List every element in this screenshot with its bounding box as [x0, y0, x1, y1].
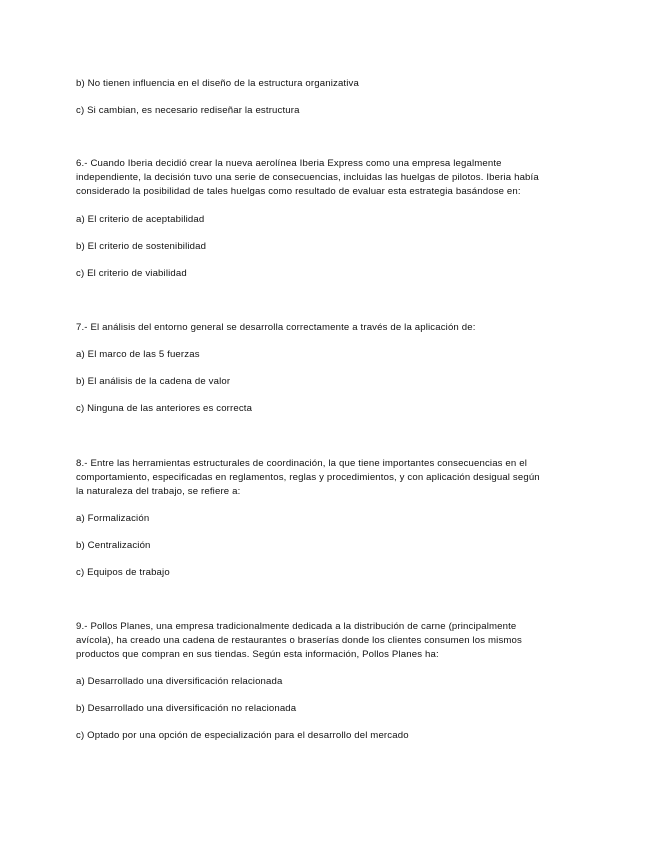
q6-option-b: b) El criterio de sostenibilidad	[76, 241, 207, 252]
q8-option-a: a) Formalización	[76, 513, 150, 524]
q9-stem-line-1: 9.- Pollos Planes, una empresa tradicionalmente dedicada a la distribución de carne (principalmente	[76, 621, 517, 632]
q8-stem-line-1: 8.- Entre las herramientas estructurales de coordinación, la que tiene importantes consecuencias en el	[76, 458, 527, 469]
q6-option-c: c) El criterio de viabilidad	[76, 268, 187, 279]
q8-stem-line-2: comportamiento, especificadas en reglamentos, reglas y procedimientos, y con aplicación desigual según	[76, 472, 540, 483]
q8-option-b: b) Centralización	[76, 540, 151, 551]
q9-stem-line-3: productos que compran en sus tiendas. Según esta información, Pollos Planes ha:	[76, 649, 439, 660]
q7-stem-line-1: 7.- El análisis del entorno general se desarrolla correctamente a través de la aplicación de:	[76, 322, 476, 333]
q5-option-c: c) Si cambian, es necesario rediseñar la estructura	[76, 105, 300, 116]
q9-stem-line-2: avícola), ha creado una cadena de restaurantes o braserías donde los clientes consumen los mismos	[76, 635, 522, 646]
q6-stem-line-1: 6.- Cuando Iberia decidió crear la nueva aerolínea Iberia Express como una empresa legalmente	[76, 158, 502, 169]
q8-stem-line-3: la naturaleza del trabajo, se refiere a:	[76, 486, 241, 497]
q7-option-a: a) El marco de las 5 fuerzas	[76, 349, 200, 360]
q7-option-b: b) El análisis de la cadena de valor	[76, 376, 231, 387]
q6-stem-line-2: independiente, la decisión tuvo una serie de consecuencias, incluidas las huelgas de pilotos. Iberia había	[76, 172, 539, 183]
q5-option-b: b) No tienen influencia en el diseño de la estructura organizativa	[76, 78, 359, 89]
q9-option-a: a) Desarrollado una diversificación relacionada	[76, 676, 283, 687]
q9-option-b: b) Desarrollado una diversificación no relacionada	[76, 703, 297, 714]
q7-option-c: c) Ninguna de las anteriores es correcta	[76, 403, 253, 414]
q6-option-a: a) El criterio de aceptabilidad	[76, 214, 205, 225]
q6-stem-line-3: considerado la posibilidad de tales huelgas como resultado de evaluar esta estrategia basándose en:	[76, 186, 521, 197]
q8-option-c: c) Equipos de trabajo	[76, 567, 170, 578]
q9-option-c: c) Optado por una opción de especialización para el desarrollo del mercado	[76, 730, 409, 741]
